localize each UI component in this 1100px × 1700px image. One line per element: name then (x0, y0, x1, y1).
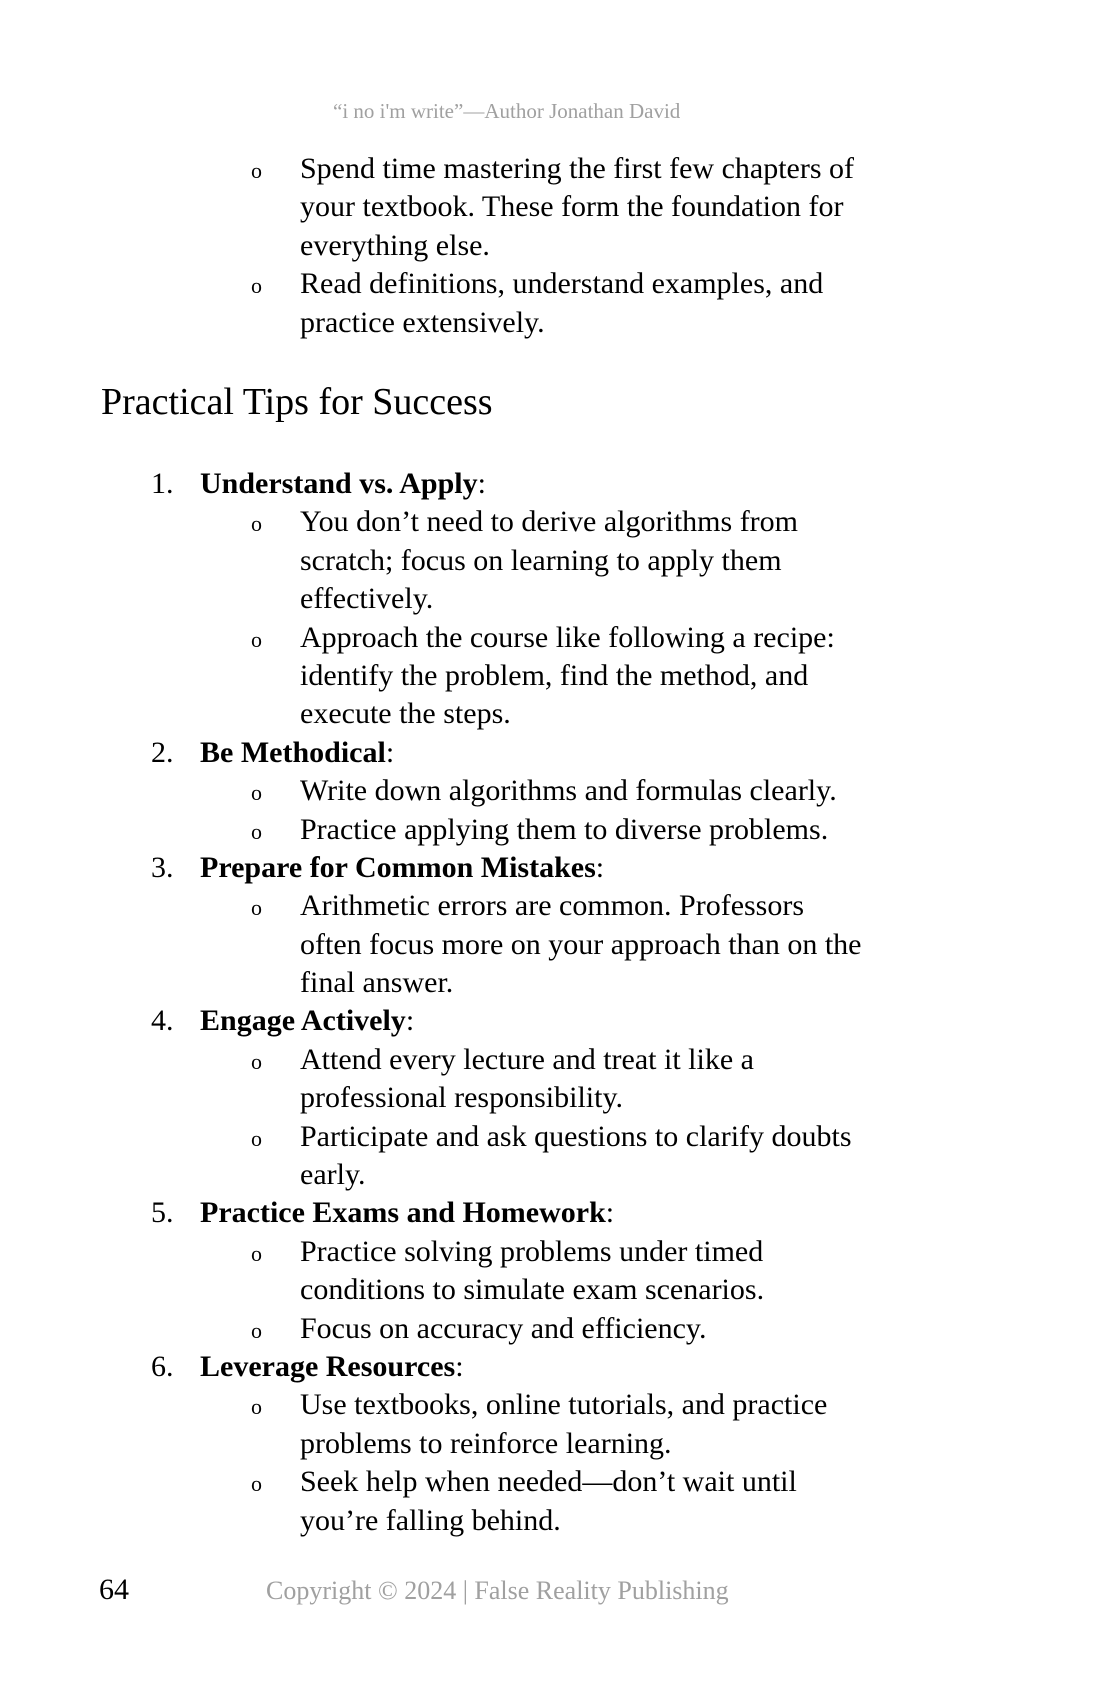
tip-title: Be Methodical (200, 735, 386, 769)
tip-item-4: 4. Engage Actively: (0, 1002, 1100, 1040)
list-item: o Practice solving problems under timed (0, 1233, 1100, 1271)
tip-item-5: 5. Practice Exams and Homework: (0, 1194, 1100, 1232)
list-item: o Read definitions, understand examples, and (0, 265, 1100, 303)
tip-title: Leverage Resources (200, 1349, 456, 1383)
tip-title: Engage Actively (200, 1004, 406, 1038)
bullet-icon: o (251, 1394, 262, 1420)
list-item: o Spend time mastering the first few chapters of (0, 150, 1100, 188)
tip-item-2: 2. Be Methodical: (0, 734, 1100, 772)
list-item: o Attend every lecture and treat it like a (0, 1041, 1100, 1079)
tip-title: Practice Exams and Homework (200, 1196, 606, 1230)
page-number: 64 (99, 1573, 129, 1606)
list-item: o Participate and ask questions to clarify doubts (0, 1118, 1100, 1156)
list-item: o Seek help when needed—don’t wait until (0, 1463, 1100, 1501)
item-number: 3. (151, 850, 174, 884)
list-item: o Practice applying them to diverse problems. (0, 811, 1100, 849)
bullet-icon: o (251, 1471, 262, 1497)
list-item: o Arithmetic errors are common. Professors (0, 887, 1100, 925)
bullet-icon: o (251, 818, 262, 844)
tip-title: Understand vs. Apply (200, 467, 478, 500)
tip-item-3: 3. Prepare for Common Mistakes: (0, 849, 1100, 887)
list-item: o You don’t need to derive algorithms from (0, 503, 1100, 541)
tip-item-6: 6. Leverage Resources: (0, 1348, 1100, 1386)
bullet-icon: o (251, 1125, 262, 1151)
list-item: o Approach the course like following a recipe: (0, 619, 1100, 657)
list-item: o Focus on accuracy and efficiency. (0, 1310, 1100, 1348)
item-number: 1. (151, 467, 174, 500)
bullet-icon: o (251, 626, 262, 652)
bullet-icon: o (251, 273, 262, 299)
bullet-icon: o (251, 780, 262, 806)
tip-title: Prepare for Common Mistakes (200, 850, 596, 884)
item-number: 5. (151, 1196, 174, 1230)
bullet-icon: o (251, 1240, 262, 1266)
bullet-icon: o (251, 1048, 262, 1074)
tip-item-1: 1. Understand vs. Apply: (0, 465, 1100, 503)
bullet-icon: o (251, 158, 262, 183)
numbered-tip-list: 1. Understand vs. Apply: o You don’t need to derive algorithms from scratch; focus on learning to apply them effectively. o Approach the course like following a recipe: identify the problem, find the method, and execute the steps. 2. Be Methodical: o Write down algorithms and formulas clearly. o Practice applying them to diverse problems. 3. Prepare for Common Mistakes: o Arithmetic errors are common. Professors often focus more on your approach than on the final answer. 4. Engage Actively: o Attend every lecture and treat it like a professional responsibility. o Participate and ask questions to clarify doubts early. 5. Practice Exams and Homework: o Practice solving problems under timed conditions to simulate exam scenarios. o Focus on accuracy and efficiency. 6. Leverage Resources: o Use textbooks, online tutorials, and practice problems to reinforce learning. o Seek help when needed—don’t wait until you’re falling behind. (0, 465, 1100, 1540)
copyright-footer: Copyright © 2024 | False Reality Publishing (266, 1576, 729, 1605)
bullet-icon: o (251, 511, 262, 537)
list-item: o Write down algorithms and formulas clearly. (0, 772, 1100, 810)
bullet-icon: o (251, 895, 262, 921)
item-number: 2. (151, 735, 174, 769)
item-number: 6. (151, 1349, 174, 1383)
list-item: o Use textbooks, online tutorials, and practice (0, 1386, 1100, 1424)
bullet-icon: o (251, 1317, 262, 1343)
intro-bullet-list: o Spend time mastering the first few chapters of your textbook. These form the foundation for everything else. o Read definitions, understand examples, and practice extensively. (0, 150, 1100, 342)
item-number: 4. (151, 1004, 174, 1038)
running-header: “i no i'm write”—Author Jonathan David (333, 99, 681, 123)
section-heading: Practical Tips for Success (101, 381, 493, 423)
